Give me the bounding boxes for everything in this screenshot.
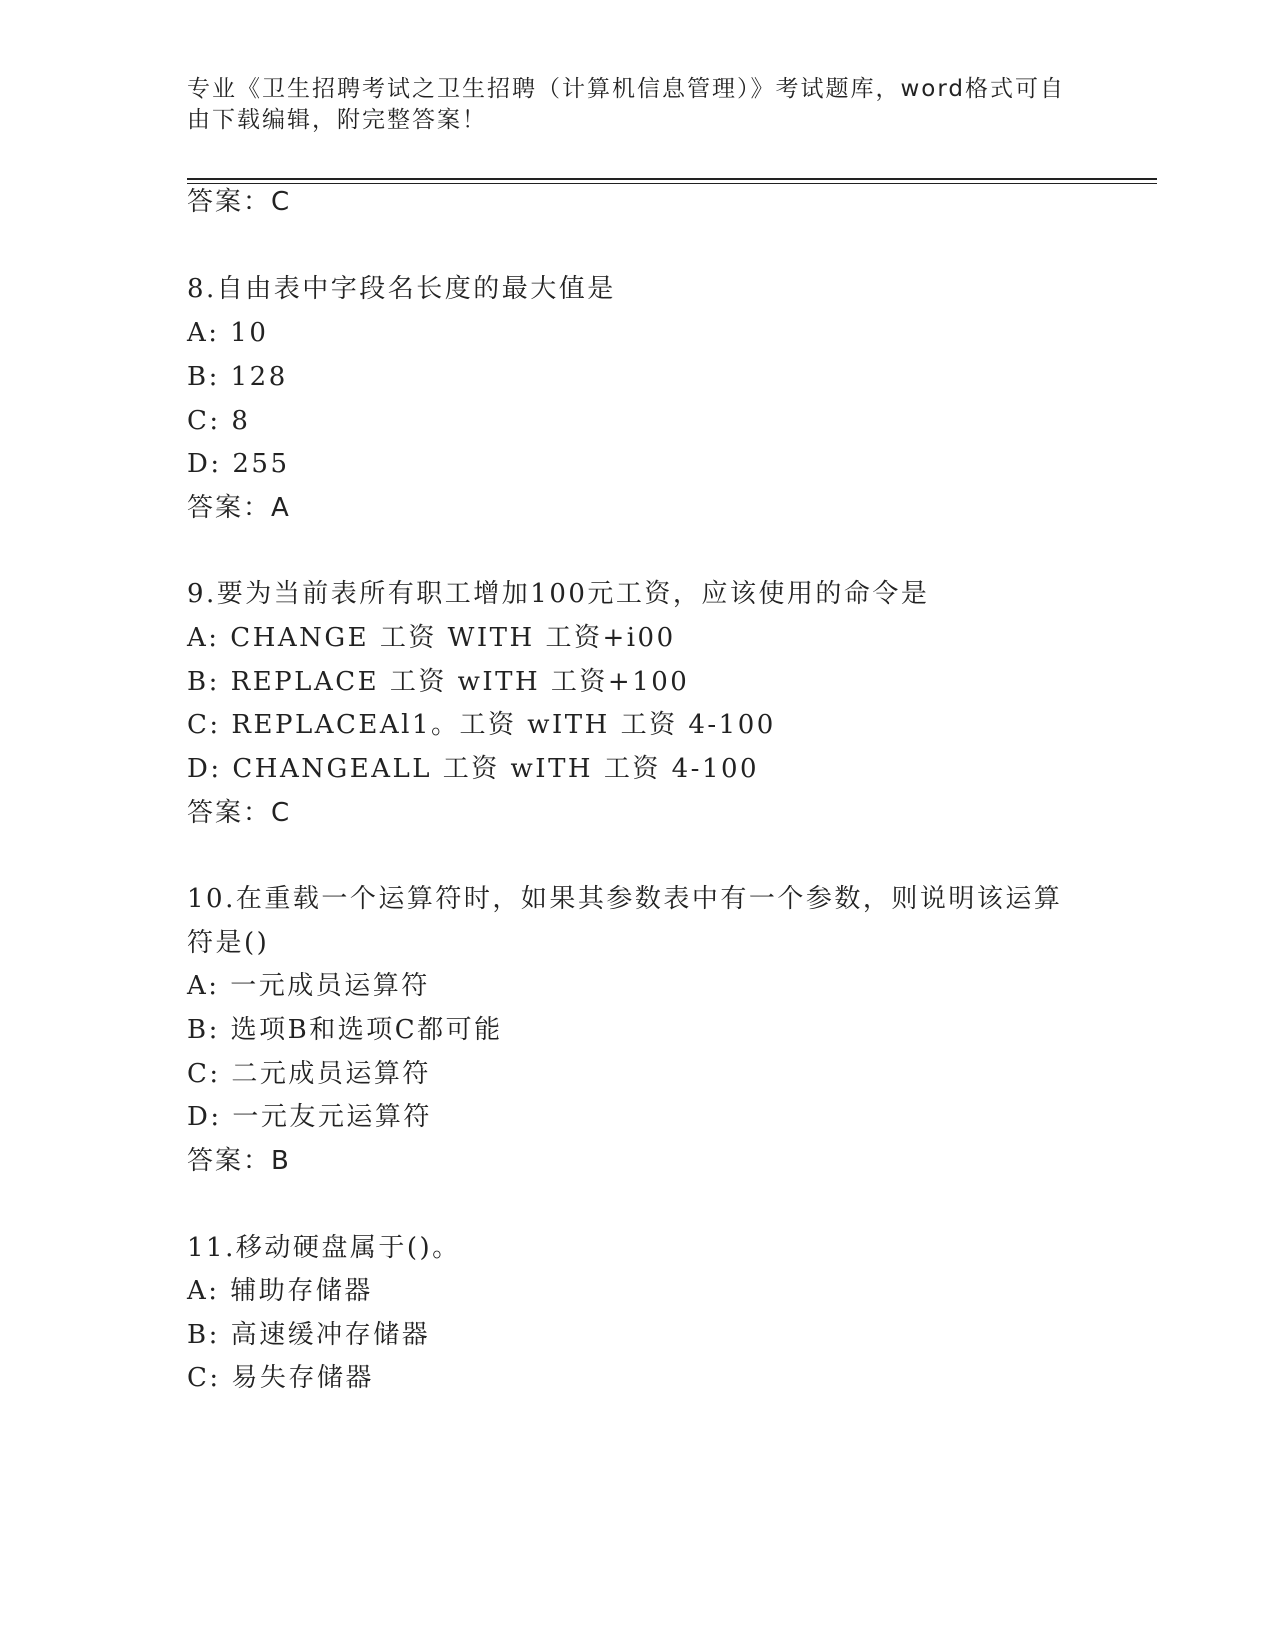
question-11-stem: 11.移动硬盘属于()。 xyxy=(187,1233,461,1263)
question-11-option-c: C: 易失存储器 xyxy=(187,1363,374,1393)
question-9-stem: 9.要为当前表所有职工增加100元工资，应该使用的命令是 xyxy=(187,579,930,609)
question-8-stem: 8.自由表中字段名长度的最大值是 xyxy=(187,274,616,304)
question-8-option-b: B: 128 xyxy=(187,362,288,392)
header-divider-thin xyxy=(187,183,1157,184)
question-9-option-d: D: CHANGEALL 工资 wITH 工资 4-100 xyxy=(187,754,760,784)
question-10-option-d: D: 一元友元运算符 xyxy=(187,1102,432,1132)
question-8-answer: 答案：A xyxy=(187,493,291,523)
question-10-option-c: C: 二元成员运算符 xyxy=(187,1059,431,1089)
question-8-option-a: A: 10 xyxy=(187,318,269,348)
document-header: 专业《卫生招聘考试之卫生招聘（计算机信息管理）》考试题库，word格式可自由下载编辑，附完整答案！ xyxy=(187,76,1066,133)
question-8-option-c: C: 8 xyxy=(187,406,251,436)
question-9-option-b: B: REPLACE 工资 wITH 工资+100 xyxy=(187,667,690,697)
question-9-answer: 答案：C xyxy=(187,798,292,828)
question-8-option-d: D: 255 xyxy=(187,449,290,479)
answer-prev: 答案：C xyxy=(187,187,292,217)
question-10-option-b: B: 选项B和选项C都可能 xyxy=(187,1015,503,1045)
header-divider xyxy=(187,178,1157,180)
question-11-option-b: B: 高速缓冲存储器 xyxy=(187,1320,431,1350)
question-11-option-a: A: 辅助存储器 xyxy=(187,1276,373,1306)
question-9-option-a: A: CHANGE 工资 WITH 工资+i00 xyxy=(187,623,676,653)
question-10-option-a: A: 一元成员运算符 xyxy=(187,971,430,1001)
question-10-answer: 答案：B xyxy=(187,1146,291,1176)
question-10-stem: 10.在重载一个运算符时，如果其参数表中有一个参数，则说明该运算符是() xyxy=(187,884,1063,958)
question-9-option-c: C: REPLACEAl1。工资 wITH 工资 4-100 xyxy=(187,710,776,740)
